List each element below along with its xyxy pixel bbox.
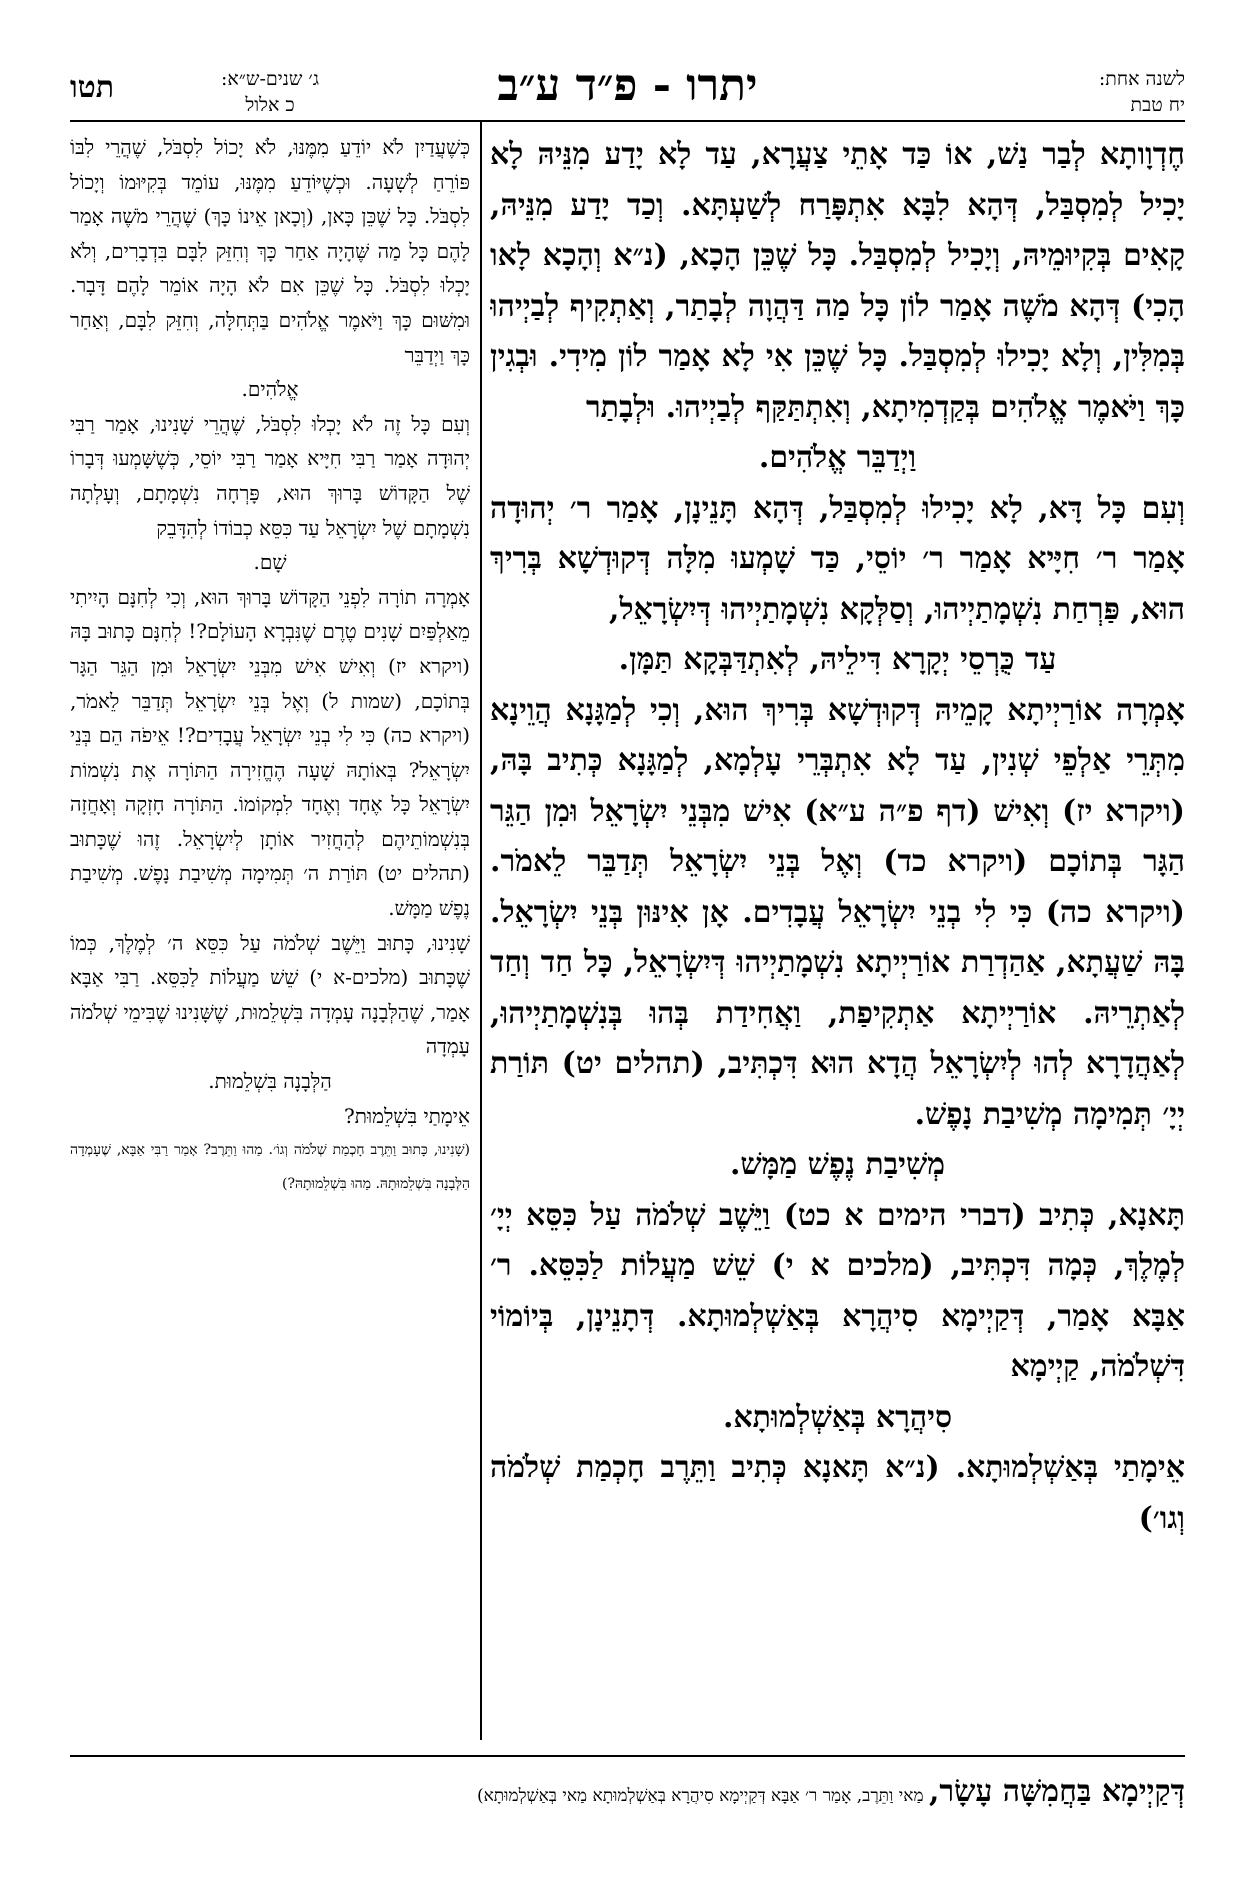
side-paragraph: כְּשֶׁעֲדַיִן לֹא יוֹדֵעַ מִמֶּנּוּ, לֹא יָכוֹל לִסְבֹּל, שֶׁהֲרֵי לִבּוֹ פּוֹרֵחַ לְשָׁעָה. וּכְשֶׁיּוֹדֵעַ מִמֶּנּוּ, עוֹמֵד בְּקִיּוּמוֹ וְיָכוֹל לִסְבֹּל. כָּל שֶׁכֵּן כָּאן, (וְכָאן אֵינוֹ כָּךְ) שֶׁהֲרֵי מֹשֶׁה אָמַר לָהֶם כָּל מַה שֶּׁהָיָה אַחַר כָּךְ וְחִזֵּק לִבָּם בִּדְבָרִים, וְלֹא יָכְלוּ לִסְבֹּל. כָּל שֶׁכֵּן אִם לֹא הָיָה אוֹמֵר לָהֶם דָּבָר. וּמִשּׁוּם כָּךְ וַיֹּאמֶר אֱלֹהִים בַּתְּחִלָּה, וְחִזֵּק לִבָּם, וְאַחַר כָּךְ וַיְדַבֵּר xyxy=(70,135,470,367)
page-number: תטו xyxy=(70,70,115,105)
side-paragraph: שָׁם. xyxy=(253,550,287,575)
main-paragraph: מְשִׁיבַת נֶפֶשׁ מַמָּשׁ. xyxy=(729,1147,946,1182)
footer-catchword: דְּקַיְימָא בַּחֲמִשָּׁה עָשָׂר, xyxy=(928,1774,1185,1809)
main-paragraph: אֵימָתַי בְּאַשְׁלְמוּתָא. (נ״א תָּאנָא כְּתִיב וַתֵּרֶב חָכְמַת שְׁלֹמֹה וְגו׳) xyxy=(490,1450,1185,1536)
side-paragraph: הַלְּבָנָה בִּשְׁלֵמוּת. xyxy=(208,1069,332,1094)
page-header xyxy=(70,60,1185,120)
main-paragraph: וְעִם כָּל דָּא, לָא יָכִילוּ לְמִסְבַּל, דְּהָא תָּנֵינָן, אָמַר ר׳ יְהוּדָה אָמַר ר׳ חִיָּיא אָמַר ר׳ יוֹסֵי, כַּד שָׁמְעוּ מִלָּה דְּקוּדְשָׁא בְּרִיךְ הוּא, פַּרְחַת נִשְׁמָתַיְיהוּ, וְסַלְּקָא נִשְׁמָתַיְיהוּ דְּיִשְׂרָאֵל, xyxy=(490,490,1185,627)
schedule-one-year-date: יח טבת xyxy=(1130,94,1185,116)
footer-gloss: מַאי וַתֵּרֶב, אָמַר ר׳ אַבָּא דְּקַיְימָא סִיהֲרָא בְּאַשְׁלְמוּתָא מַאי בְּאַשְׁלְמוּתָא) xyxy=(476,1786,924,1806)
main-paragraph: סִיהֲרָא בְּאַשְׁלְמוּתָא. xyxy=(722,1399,953,1435)
main-paragraph: וַיְדַבֵּר אֱלֹהִים. xyxy=(758,440,917,475)
hebrew-translation-column xyxy=(70,130,470,1740)
schedule-one-year-label: לשנה אחת: xyxy=(1098,68,1185,90)
schedule-three-years xyxy=(160,66,380,118)
schedule-one-year xyxy=(965,66,1185,118)
side-paragraph: (שָׁנִינוּ, כָּתוּב וַתֵּרֶב חָכְמַת שְׁלֹמֹה וְגוֹ׳. מַהוּ וַתֵּרֶב? אָמַר רַבִּי אַבָּא, שֶׁעָמְדָה הַלְּבָנָה בִּשְׁלֵמוּתָהּ. מַהוּ בִּשְׁלֵמוּתָהּ?) xyxy=(70,1142,470,1193)
main-paragraph: אָמְרָה אוֹרַיְיתָא קָמֵיהּ דְּקוּדְשָׁא בְּרִיךְ הוּא, וְכִי לְמַגָּנָא הֲוֵינָא מִתְּרֵי אַלְפֵי שְׁנִין, עַד לָא אִתְבְּרֵי עָלְמָא, לְמַגָּנָא כְּתִיב בָּהּ, (ויקרא יז) וְאִישׁ (דף פ״ה ע״א) אִישׁ מִבְּנֵי יִשְׂרָאֵל וּמִן הַגֵּר הַגָּר בְּתוֹכָם (ויקרא כד) וְאֶל בְּנֵי יִשְׂרָאֵל תְּדַבֵּר לֵאמֹר. (ויקרא כה) כִּי לִי בְנֵי יִשְׂרָאֵל עֲבָדִים. אָן אִינּוּן בְּנֵי יִשְׂרָאֵל. בָּהּ שַׁעֲתָא, אַהַדְרַת אוֹרַיְיתָא נִשְׁמָתַיְיהוּ דְּיִשְׂרָאֵל, כָּל חַד וְחַד לְאַתְרֵיהּ. אוֹרַיְיתָא אַתְקִיפַת, וַאֲחִידַת בְּהוּ בְּנִשְׁמָתַיְיהוּ, לְאַהֲדָרָא לְהוּ לְיִשְׂרָאֵל הֲדָא הוּא דִּכְתִּיב, (תהלים יט) תּוֹרַת יְיָ׳ תְּמִימָה מְשִׁיבַת נָפֶשׁ. xyxy=(490,692,1185,1132)
side-paragraph: אָמְרָה תוֹרָה לִפְנֵי הַקָּדוֹשׁ בָּרוּךְ הוּא, וְכִי לְחִנָּם הָיִיתִי מֵאַלְפַּיִם שָׁנִים טֶרֶם שֶׁנִּבְרָא הָעוֹלָם?! לְחִנָּם כָּתוּב בָּהּ (ויקרא יז) וְאִישׁ אִישׁ מִבְּנֵי יִשְׂרָאֵל וּמִן הַגֵּר הַגָּר בְּתוֹכָם, (שמות ל) וְאֶל בְּנֵי יִשְׂרָאֵל תְּדַבֵּר לֵאמֹר, (ויקרא כה) כִּי לִי בְנֵי יִשְׂרָאֵל עֲבָדִים?! אֵיפֹה הֵם בְּנֵי יִשְׂרָאֵל? בְּאוֹתָהּ שָׁעָה הֶחֱזִירָה הַתּוֹרָה אֶת נִשְׁמוֹת יִשְׂרָאֵל כָּל אֶחָד וְאֶחָד לִמְקוֹמוֹ. הַתּוֹרָה חָזְקָה וְאָחֲזָה בְּנִשְׁמוֹתֵיהֶם לְהַחֲזִיר אוֹתָן לְיִשְׂרָאֵל. זֶהוּ שֶׁכָּתוּב (תהלים יט) תּוֹרַת ה׳ תְּמִימָה מְשִׁיבַת נָפֶשׁ. מְשִׁיבַת נֶפֶשׁ מַמָּשׁ. xyxy=(70,584,470,921)
zohar-aramaic-column xyxy=(490,130,1185,1740)
page-title: יתרו - פ״ד ע״ב xyxy=(497,60,758,111)
side-paragraph: אֱלֹהִים. xyxy=(241,377,299,402)
main-paragraph: חֶדְוָותָא לְבַר נַשׁ, אוֹ כַּד אָתֵי צַעֲרָא, עַד לָא יָדַע מִנֵּיהּ לָא יָכִיל לְמִסְבַּל, דְּהָא לִבָּא אִתְפָּרַח לְשַׁעְתָּא. וְכַד יָדַע מִנֵּיהּ, קָאִים בְּקִיוּמֵיהּ, וְיָכִיל לְמִסְבַּל. כָּל שֶׁכֵּן הָכָא, (נ״א וְהָכָא לָאו הָכִי) דְּהָא מֹשֶׁה אָמַר לוֹן כָּל מַה דַּהֲוָה לְבָתַר, וְאַתְקִיף לְבַיְיהוּ בְּמִלִּין, וְלָא יָכִילוּ לְמִסְבַּל. כָּל שֶׁכֵּן אִי לָא אָמַר לוֹן מִידִי. וּבְגִין כָּךְ וַיֹּאמֶר אֱלֹהִים בְּקַדְמִיתָא, וְאִתְתַּקַּף לְבַיְיהוּ. וּלְבָתַר xyxy=(490,137,1185,425)
side-paragraph: אֵימָתַי בִּשְׁלֵמוּת? xyxy=(344,1103,470,1128)
footer-divider xyxy=(70,1755,1185,1757)
main-paragraph: תָּאנָא, כְּתִיב (דברי הימים א כט) וַיֵּשֶׁב שְׁלֹמֹה עַל כִּסֵּא יְיָ׳ לְמֶלֶךְ, כְּמָה דִּכְתִּיב, (מלכים א י) שֵׁשׁ מַעֲלוֹת לַכִּסֵּא. ר׳ אַבָּא אָמַר, דְּקַיְימָא סִיהֲרָא בְּאַשְׁלְמוּתָא. דְּתָנֵינָן, בְּיוֹמוֹי דִּשְׁלֹמֹה, קַיְימָא xyxy=(490,1197,1185,1384)
main-paragraph: עַד כֻּרְסֵי יְקָרָא דִּילֵיהּ, לְאִתְדַּבְּקָא תַּמָּן. xyxy=(618,642,1057,677)
schedule-three-years-date: כ אלול xyxy=(245,94,295,116)
side-paragraph: וְעִם כָּל זֶה לֹא יָכְלוּ לִסְבֹּל, שֶׁהֲרֵי שָׁנִינוּ, אָמַר רַבִּי יְהוּדָה אָמַר רַבִּי חִיָּיא אָמַר רַבִּי יוֹסֵי, כְּשֶׁשָּׁמְעוּ דְּבָרוֹ שֶׁל הַקָּדוֹשׁ בָּרוּךְ הוּא, פָּרְחָה נִשְׁמָתָם, וְעָלְתָה נִשְׁמָתָם שֶׁל יִשְׂרָאֵל עַד כִּסֵּא כְבוֹדוֹ לְהִדָּבֵק xyxy=(70,411,470,540)
header-divider xyxy=(70,120,1185,122)
schedule-three-years-label: ג׳ שנים-ש״א: xyxy=(220,68,320,90)
column-divider xyxy=(480,120,482,1740)
catchword-footer xyxy=(70,1770,1185,1818)
side-paragraph: שָׁנִינוּ, כָּתוּב וַיֵּשֶׁב שְׁלֹמֹה עַל כִּסֵּא ה׳ לְמֶלֶךְ, כְּמוֹ שֶׁכָּתוּב (מלכים-א י) שֵׁשׁ מַעֲלוֹת לַכִּסֵּא. רַבִּי אַבָּא אָמַר, שֶׁהַלְּבָנָה עָמְדָה בִּשְׁלֵמוּת, שֶׁשָּׁנִינוּ שֶׁבִּימֵי שְׁלֹמֹה עָמְדָה xyxy=(70,930,470,1059)
